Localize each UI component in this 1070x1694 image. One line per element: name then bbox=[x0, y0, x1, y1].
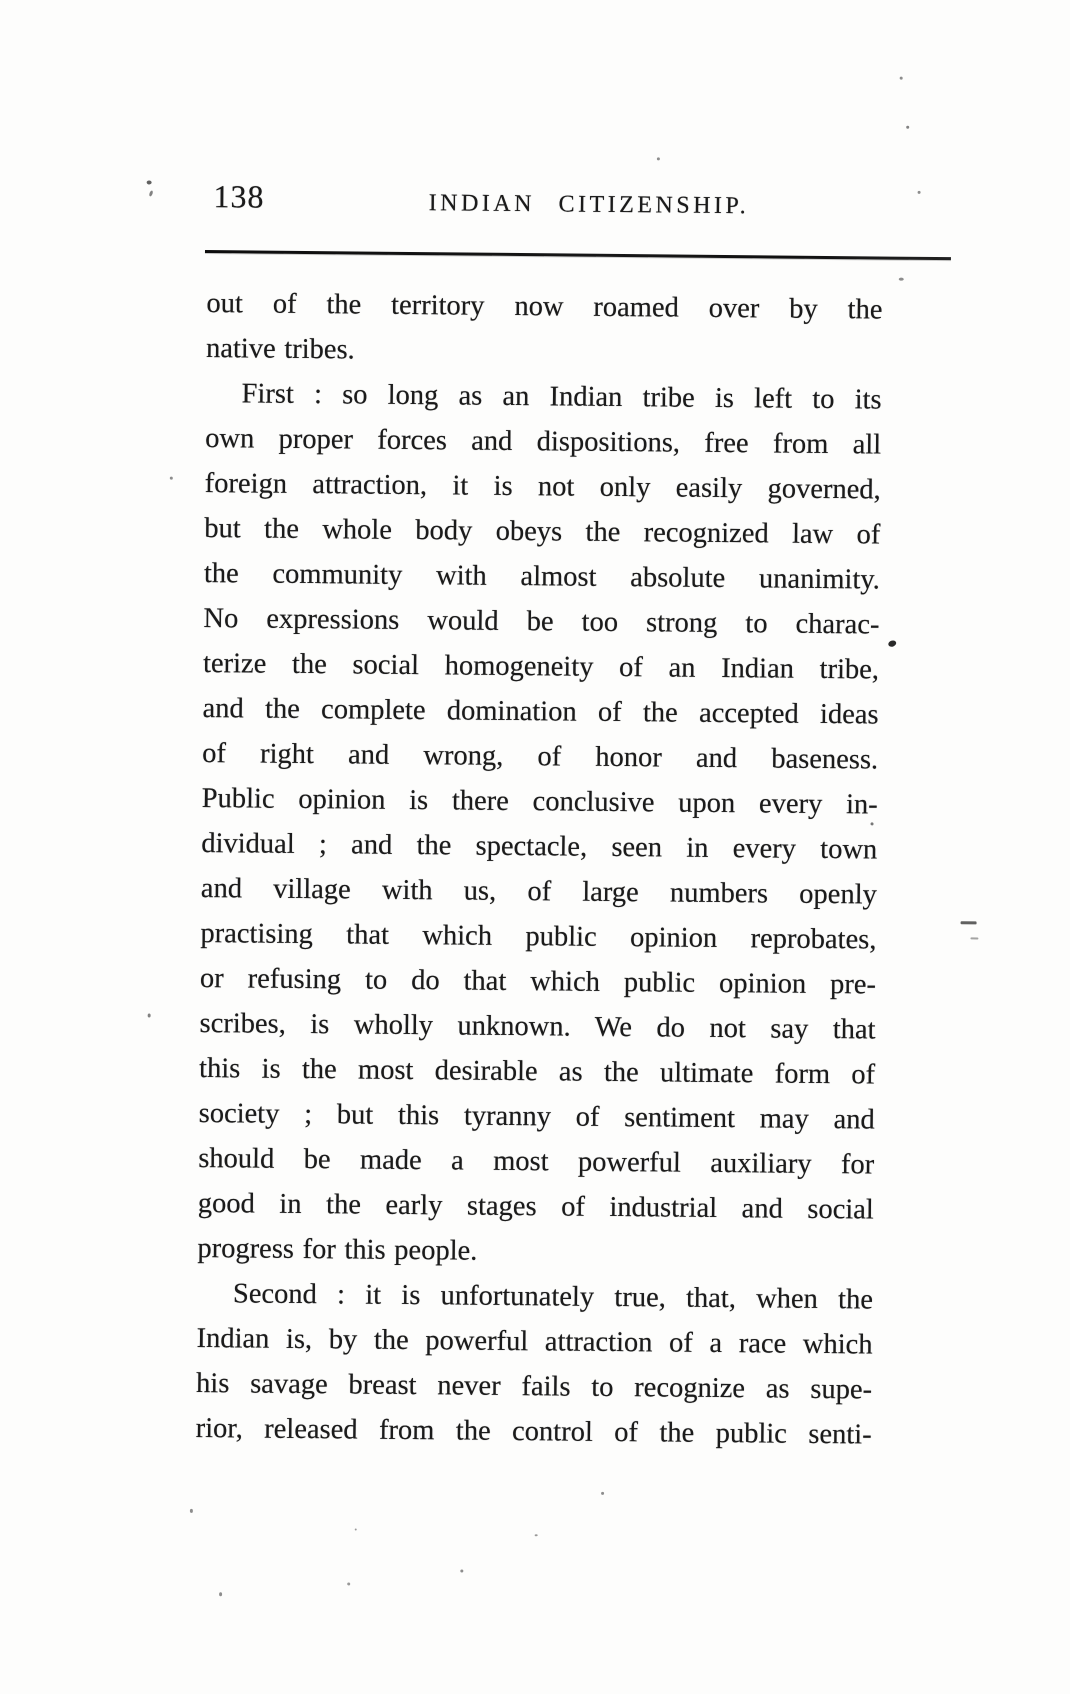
text-line: or refusing to do that which public opinion pre- bbox=[199, 962, 877, 1001]
margin-dash-mark bbox=[961, 921, 977, 924]
scan-speck bbox=[535, 1534, 538, 1536]
scan-speck bbox=[906, 126, 909, 129]
scan-speck bbox=[918, 191, 921, 194]
text-line: Second : it is unfortunately true, that, when the bbox=[232, 1278, 874, 1316]
paragraph bbox=[195, 1271, 873, 1457]
text-line: foreign attraction, it is not only easily governed, bbox=[204, 468, 881, 506]
text-line: scribes, is wholly unknown. We do not say that bbox=[199, 1007, 876, 1046]
text-line: First : so long as an Indian tribe is left to its bbox=[241, 378, 882, 416]
text-line: of right and wrong, of honor and baseness. bbox=[202, 737, 879, 776]
text-line: his savage breast never fails to recognize as supe- bbox=[195, 1367, 873, 1406]
scan-speck bbox=[149, 190, 154, 197]
scan-speck bbox=[190, 1509, 193, 1513]
text-line: native tribes. bbox=[205, 333, 355, 366]
scan-speck bbox=[347, 1582, 350, 1585]
text-line: and village with us, of large numbers openly bbox=[200, 872, 877, 911]
text-line: dividual ; and the spectacle, seen in every town bbox=[201, 827, 878, 866]
text-line: this is the most desirable as the ultimate form of bbox=[198, 1052, 876, 1091]
text-line: Public opinion is there conclusive upon every in- bbox=[201, 782, 878, 821]
text-line: rior, released from the control of the public senti- bbox=[195, 1412, 872, 1451]
paragraph bbox=[197, 371, 882, 1277]
header-rule bbox=[205, 250, 951, 260]
text-line: Indian is, by the powerful attraction of a race which bbox=[196, 1322, 873, 1361]
text-line: terize the social homogeneity of an Indian tribe, bbox=[202, 648, 880, 686]
scan-speck bbox=[871, 822, 874, 825]
page-body bbox=[195, 281, 882, 1457]
scan-speck bbox=[147, 180, 152, 184]
scan-speck bbox=[601, 1492, 604, 1495]
text-line: the community with almost absolute unanimity. bbox=[203, 558, 881, 596]
text-line: No expressions would be too strong to charac- bbox=[203, 603, 880, 641]
text-line: own proper forces and dispositions, free from all bbox=[205, 423, 882, 461]
scan-speck bbox=[219, 1592, 222, 1596]
page-number: 138 bbox=[213, 178, 265, 215]
scan-speck bbox=[460, 1570, 463, 1573]
ink-blob bbox=[887, 639, 897, 647]
margin-dash-mark bbox=[970, 937, 978, 939]
scan-speck bbox=[148, 1013, 151, 1017]
scan-speck bbox=[899, 278, 904, 281]
running-head: INDIAN CITIZENSHIP. bbox=[428, 190, 750, 220]
text-line: but the whole body obeys the recognized law of bbox=[204, 513, 881, 551]
text-line: good in the early stages of industrial and social bbox=[197, 1187, 874, 1226]
text-line: society ; but this tyranny of sentiment may and bbox=[198, 1097, 875, 1136]
paragraph bbox=[206, 281, 883, 377]
text-line: progress for this people. bbox=[197, 1232, 478, 1267]
text-line: out of the territory now roamed over by the bbox=[206, 288, 883, 326]
scan-speck bbox=[355, 1528, 357, 1530]
scan-speck bbox=[170, 477, 173, 480]
text-line: and the complete domination of the accepted ideas bbox=[202, 692, 879, 731]
scan-speck bbox=[900, 77, 903, 80]
scan-speck bbox=[657, 157, 660, 160]
text-line: practising that which public opinion reprobates, bbox=[200, 917, 877, 956]
text-line: should be made a most powerful auxiliary for bbox=[198, 1142, 875, 1181]
